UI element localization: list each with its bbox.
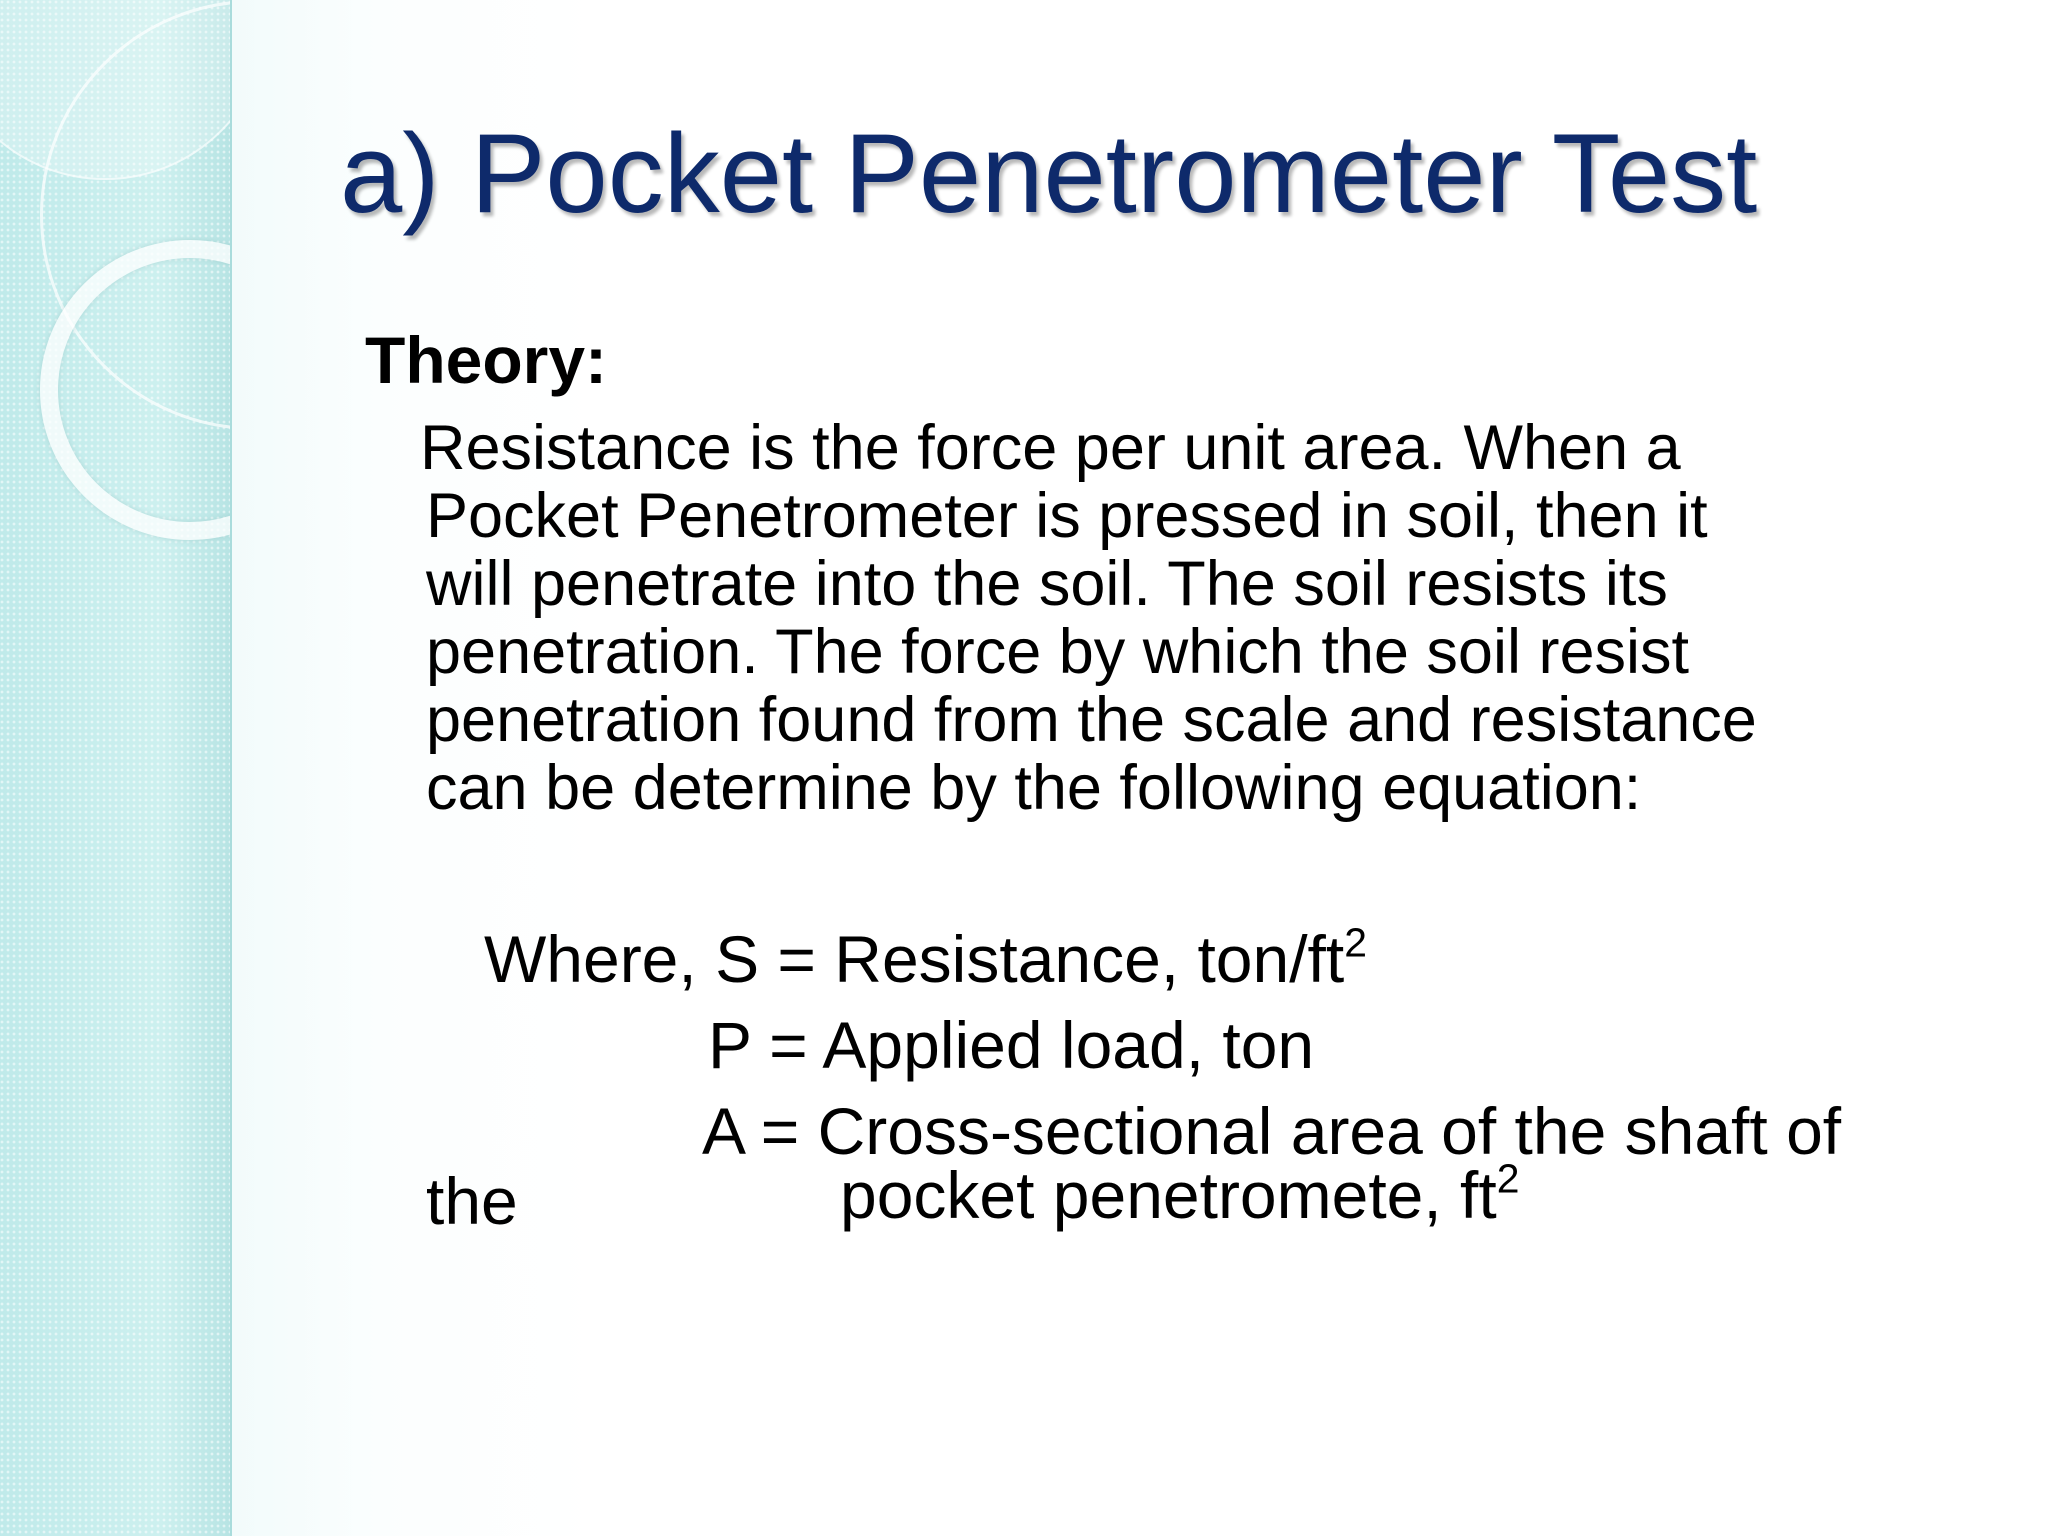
paragraph-line: penetration. The force by which the soil resist	[426, 617, 1689, 687]
section-label-theory: Theory:	[365, 323, 608, 397]
paragraph-line: Pocket Penetrometer is pressed in soil, then it	[426, 481, 1708, 551]
paragraph-line: will penetrate into the soil. The soil resists its	[426, 549, 1668, 619]
superscript-two: 2	[1496, 1155, 1520, 1202]
definition-resistance	[484, 919, 1367, 996]
superscript-two: 2	[1344, 919, 1367, 966]
definition-area-continuation-text: pocket penetromete, ft	[840, 1158, 1497, 1232]
slide-title: a) Pocket Penetrometer Test	[340, 111, 1758, 236]
definition-applied-load: P = Applied load, ton	[708, 1008, 1315, 1082]
decorative-sidebar	[0, 0, 232, 1536]
definition-resistance-text: Where, S = Resistance, ton/ft	[484, 922, 1345, 996]
paragraph-line: can be determine by the following equation:	[426, 753, 1642, 823]
paragraph-line: penetration found from the scale and resistance	[426, 685, 1757, 755]
definition-area-prefix: the	[426, 1164, 518, 1238]
paragraph-line: Resistance is the force per unit area. When a	[420, 413, 1681, 483]
theory-paragraph	[420, 413, 1986, 823]
definition-area-continuation	[840, 1155, 1520, 1232]
definition-area: A = Cross-sectional area of the shaft of	[702, 1094, 1842, 1168]
